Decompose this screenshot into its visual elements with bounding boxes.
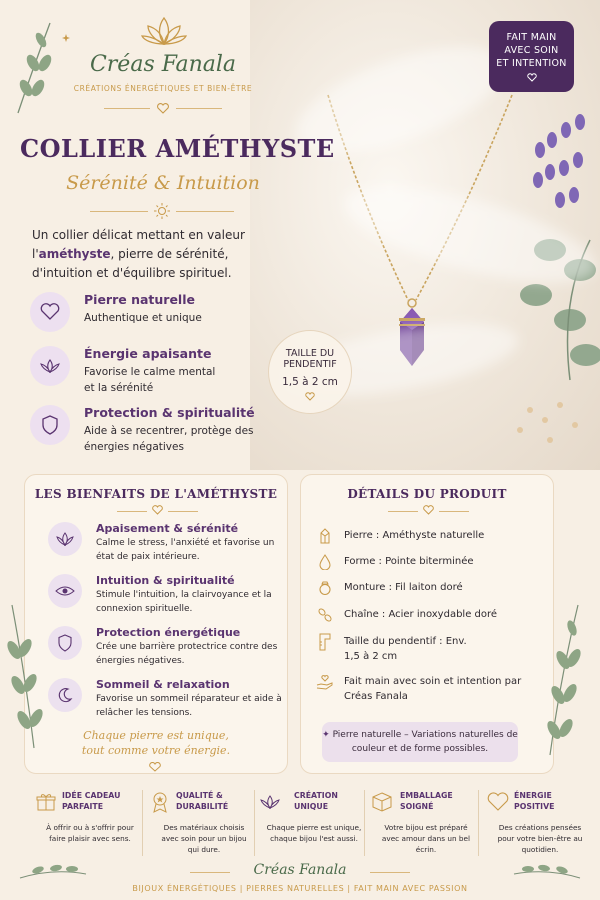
bottom-feature-title: [514, 790, 554, 812]
feature-item: [30, 346, 280, 396]
sparkle-icon: ✦: [322, 730, 330, 740]
bottom-feature-desc: Chaque pierre est unique, chaque bijou l'est aussi.: [266, 823, 362, 843]
product-title: COLLIER AMÉTHYSTE: [20, 134, 335, 163]
divider: [370, 872, 410, 873]
feature-desc: Aide à se recentrer, protège des énergies négatives: [84, 425, 254, 453]
benefit-desc: Calme le stress, l'anxiété et favorise un état de paix intérieure.: [96, 538, 275, 562]
bottom-feature: [148, 786, 260, 864]
natural-stone-note: [322, 722, 518, 762]
detail-text: Forme : Pointe biterminée: [344, 556, 474, 567]
size-value: 1,5 à 2 cm: [282, 376, 338, 388]
sun-icon: [153, 202, 171, 220]
feature-title: Énergie apaisante: [84, 346, 212, 361]
feature-item: [30, 405, 280, 455]
shield-icon: [48, 626, 82, 660]
benefits-quote: [24, 728, 288, 758]
bottom-feature: [484, 786, 596, 864]
size-label: PENDENTIF: [283, 359, 337, 370]
bottom-feature-desc: À offrir ou à s'offrir pour faire plaisir avec sens.: [46, 823, 134, 843]
benefit-desc: Crée une barrière protectrice contre des énergies négatives.: [96, 642, 278, 666]
bottom-feature-desc: Des créations pensées pour votre bien-être au quotidien.: [497, 823, 583, 854]
divider: [364, 790, 365, 856]
benefit-title: Intuition & spiritualité: [96, 574, 235, 587]
sparkle-icon: [62, 34, 70, 42]
detail-text: Fait main avec soin et intention par Créas Fanala: [344, 676, 522, 702]
box-icon: [370, 790, 394, 814]
feature-desc: Authentique et unique: [84, 312, 202, 324]
bottom-feature-title: [176, 790, 228, 812]
footer-tagline: BIJOUX ÉNERGÉTIQUES | PIERRES NATURELLES | FAIT MAIN AVEC PASSION: [132, 884, 468, 893]
badge-line-1: FAIT MAIN: [506, 32, 557, 43]
title-line: IDÉE CADEAU: [62, 791, 121, 800]
divider: [478, 790, 479, 856]
brand-tagline: CRÉATIONS ÉNERGÉTIQUES ET BIEN-ÊTRE: [73, 84, 253, 93]
divider: [176, 108, 222, 109]
divider: [168, 511, 198, 512]
bottom-feature: [258, 786, 370, 864]
drop-icon: [316, 553, 334, 571]
divider: [104, 108, 150, 109]
pendant-size-badge: [268, 330, 352, 414]
intro-text: Un collier délicat mettant en valeur l': [32, 228, 245, 261]
title-line: ÉNERGIE: [514, 791, 552, 800]
bottom-feature: [34, 786, 146, 864]
title-line: UNIQUE: [294, 802, 329, 811]
lotus-icon: [258, 790, 282, 814]
ring-icon: [316, 579, 334, 597]
moon-icon: [48, 678, 82, 712]
lotus-icon: [48, 522, 82, 556]
title-line: POSITIVE: [514, 802, 555, 811]
details-title: DÉTAILS DU PRODUIT: [347, 487, 507, 501]
chain-icon: [316, 606, 334, 624]
heart-icon: [305, 392, 315, 401]
title-line: PARFAITE: [62, 802, 104, 811]
benefit-desc: Favorise un sommeil réparateur et aide à relâcher les tensions.: [96, 694, 282, 718]
medal-icon: [148, 790, 172, 814]
bottom-feature-title: [294, 790, 338, 812]
note-text: Pierre naturelle – Variations naturelles de couleur et de forme possibles.: [332, 730, 518, 754]
ruler-icon: [316, 633, 334, 651]
leaf-sprig-icon: [8, 18, 58, 118]
divider: [142, 790, 143, 856]
bottom-feature-desc: Votre bijou est préparé avec amour dans un bel écrin.: [381, 823, 471, 854]
bottom-feature-desc: Des matériaux choisis avec soin pour un bijou qui dure.: [161, 823, 247, 854]
feature-title: Pierre naturelle: [84, 292, 195, 307]
product-subtitle: Sérénité & Intuition: [66, 172, 260, 194]
intro-text: , pierre de sérénité, d'intuition et d'équilibre spirituel.: [32, 247, 232, 280]
feature-desc: Favorise le calme mental et la sérénité: [84, 366, 216, 394]
benefit-title: Protection énergétique: [96, 626, 241, 639]
divider: [439, 511, 469, 512]
title-line: EMBALLAGE: [400, 791, 453, 800]
leaf-sprig-icon: [540, 600, 590, 760]
brand-name: Créas Fanala: [89, 52, 237, 77]
heart-icon: [486, 790, 510, 814]
size-label: TAILLE DU: [285, 348, 335, 359]
detail-text: Chaîne : Acier inoxydable doré: [344, 609, 498, 620]
heart-icon: [149, 762, 161, 772]
benefit-title: Apaisement & sérénité: [96, 522, 239, 535]
hand-heart-icon: [316, 673, 334, 691]
eye-icon: [48, 574, 82, 608]
benefit-desc: Stimule l'intuition, la clairvoyance et la connexion spirituelle.: [96, 590, 272, 614]
heart-icon: [30, 292, 70, 332]
heart-icon: [423, 505, 434, 515]
divider: [90, 211, 148, 212]
feature-title: Protection & spiritualité: [84, 405, 255, 420]
gift-icon: [34, 790, 58, 814]
bottom-feature-title: [400, 790, 453, 812]
product-intro: [32, 226, 262, 283]
bottom-feature-title: [62, 790, 120, 812]
divider: [388, 511, 418, 512]
heart-icon: [157, 103, 169, 114]
detail-text: Taille du pendentif : Env. 1,5 à 2 cm: [344, 636, 467, 662]
intro-highlight: améthyste: [38, 247, 111, 261]
divider: [176, 211, 234, 212]
benefit-title: Sommeil & relaxation: [96, 678, 230, 691]
divider: [254, 790, 255, 856]
benefits-title: LES BIENFAITS DE L'AMÉTHYSTE: [34, 487, 278, 501]
handmade-badge: [489, 21, 574, 92]
shield-icon: [30, 405, 70, 445]
crystal-icon: [316, 527, 334, 545]
footer-brand-name: Créas Fanala: [253, 862, 347, 878]
lotus-logo-icon: [140, 14, 188, 50]
title-line: SOIGNÉ: [400, 802, 434, 811]
detail-text: Pierre : Améthyste naturelle: [344, 530, 485, 541]
heart-icon: [152, 505, 163, 515]
quote-line: tout comme votre énergie.: [81, 744, 231, 757]
quote-line: Chaque pierre est unique,: [83, 729, 229, 742]
leaf-sprig-icon: [4, 600, 48, 750]
title-line: CRÉATION: [294, 791, 338, 800]
badge-line-3: ET INTENTION: [496, 58, 567, 69]
lotus-icon: [30, 346, 70, 386]
bottom-feature: [370, 786, 482, 864]
feature-item: [30, 292, 280, 342]
title-line: QUALITÉ &: [176, 791, 223, 800]
title-line: DURABILITÉ: [176, 802, 229, 811]
badge-line-2: AVEC SOIN: [504, 45, 559, 56]
heart-icon: [489, 73, 574, 82]
divider: [117, 511, 147, 512]
detail-text: Monture : Fil laiton doré: [344, 582, 463, 593]
